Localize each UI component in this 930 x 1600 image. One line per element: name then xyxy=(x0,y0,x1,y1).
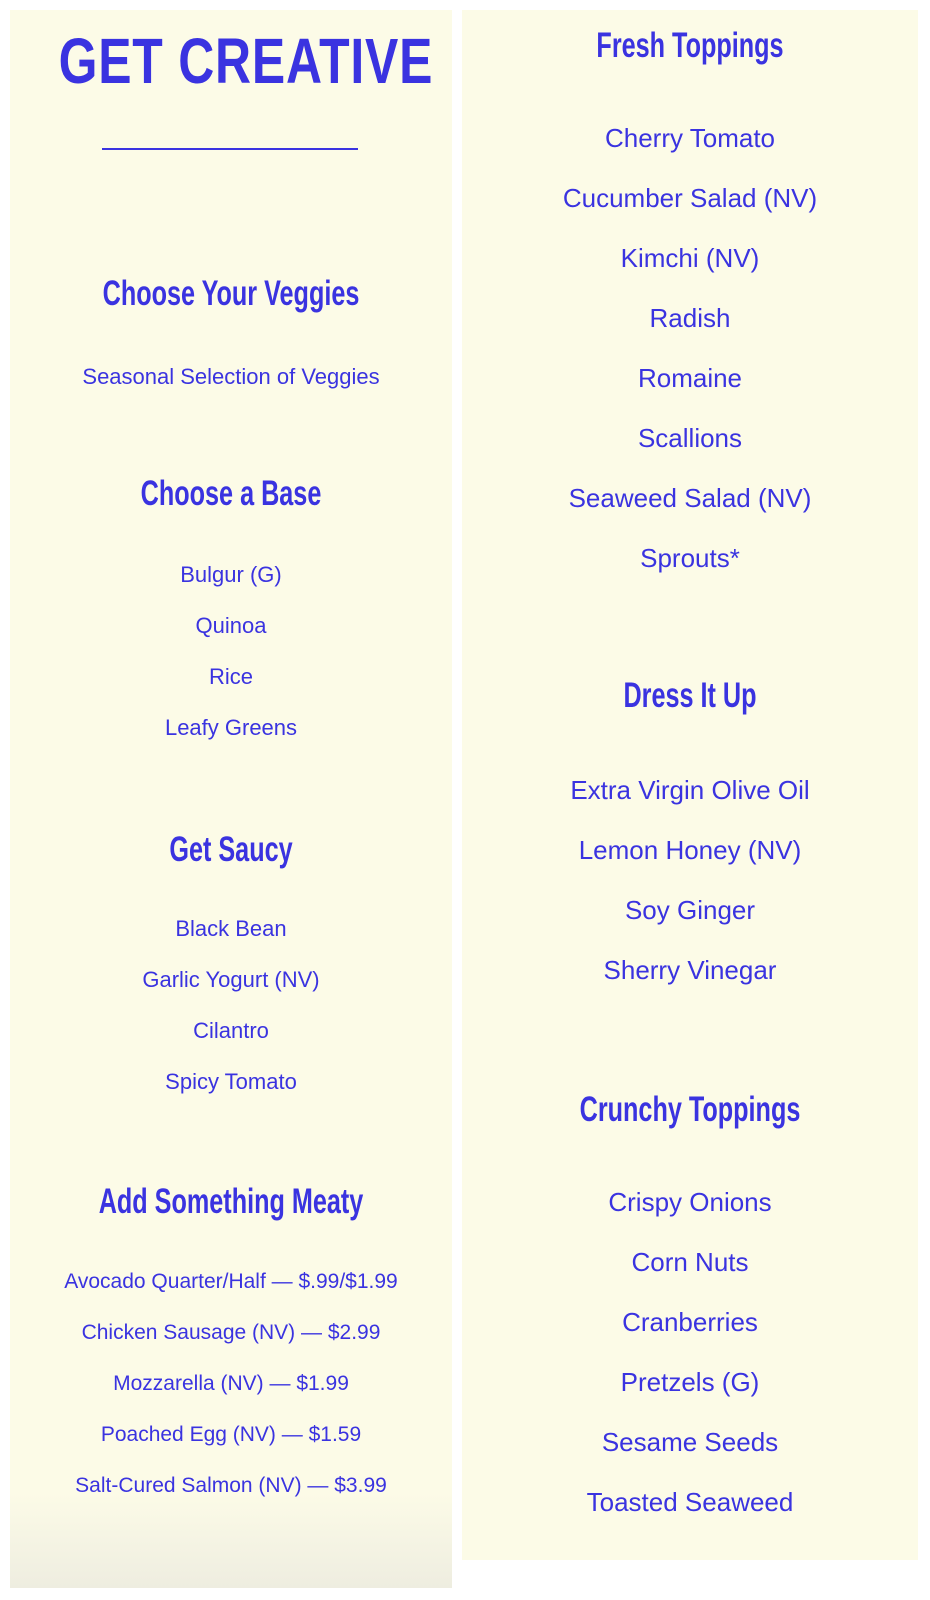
fresh-topping-item: Seaweed Salad (NV) xyxy=(568,483,812,513)
crunchy-topping-item: Toasted Seaweed xyxy=(586,1487,794,1517)
veggies-item: Seasonal Selection of Veggies xyxy=(82,364,380,389)
crunchy-topping-item: Corn Nuts xyxy=(631,1247,749,1277)
sauce-item: Garlic Yogurt (NV) xyxy=(142,967,320,992)
fresh-topping-item: Radish xyxy=(649,303,731,333)
fresh-topping-item: Kimchi (NV) xyxy=(620,243,760,273)
crunchy-topping-item: Crispy Onions xyxy=(608,1187,772,1217)
fresh-topping-item: Romaine xyxy=(637,363,743,393)
sauce-item: Spicy Tomato xyxy=(165,1069,297,1094)
crunchy-topping-item: Sesame Seeds xyxy=(601,1427,779,1457)
dressing-item: Sherry Vinegar xyxy=(603,955,777,985)
fresh-topping-item: Sprouts* xyxy=(640,543,740,573)
title-divider xyxy=(102,148,358,150)
section-heading-meaty: Add Something Meaty xyxy=(98,1182,364,1221)
meaty-item: Avocado Quarter/Half — $.99/$1.99 xyxy=(64,1270,398,1293)
section-heading-crunchy-toppings: Crunchy Toppings xyxy=(579,1090,801,1129)
sauce-item: Black Bean xyxy=(175,916,287,941)
sauce-item: Cilantro xyxy=(193,1018,269,1043)
crunchy-topping-item: Pretzels (G) xyxy=(620,1367,760,1397)
base-item: Quinoa xyxy=(195,613,267,638)
meaty-item: Mozzarella (NV) — $1.99 xyxy=(113,1372,349,1395)
dressing-item: Lemon Honey (NV) xyxy=(578,835,802,865)
base-item: Leafy Greens xyxy=(164,715,298,740)
section-heading-dressing: Dress It Up xyxy=(623,676,757,715)
dressing-item: Extra Virgin Olive Oil xyxy=(570,775,810,805)
left-menu-column xyxy=(10,10,452,1588)
dressing-item: Soy Ginger xyxy=(624,895,756,925)
page-title: GET CREATIVE xyxy=(58,25,434,97)
base-item: Bulgur (G) xyxy=(180,562,282,587)
fresh-topping-item: Scallions xyxy=(637,423,743,453)
section-heading-fresh-toppings: Fresh Toppings xyxy=(596,26,784,65)
meaty-item: Chicken Sausage (NV) — $2.99 xyxy=(81,1321,381,1344)
meaty-item: Poached Egg (NV) — $1.59 xyxy=(100,1423,362,1446)
right-menu-column xyxy=(462,10,918,1560)
section-heading-sauce: Get Saucy xyxy=(169,830,293,869)
crunchy-topping-item: Cranberries xyxy=(622,1307,758,1337)
fresh-topping-item: Cucumber Salad (NV) xyxy=(562,183,818,213)
section-heading-veggies: Choose Your Veggies xyxy=(102,274,360,313)
fresh-topping-item: Cherry Tomato xyxy=(604,123,776,153)
base-item: Rice xyxy=(208,664,253,689)
section-heading-base: Choose a Base xyxy=(140,474,322,513)
meaty-item: Salt-Cured Salmon (NV) — $3.99 xyxy=(75,1474,387,1497)
